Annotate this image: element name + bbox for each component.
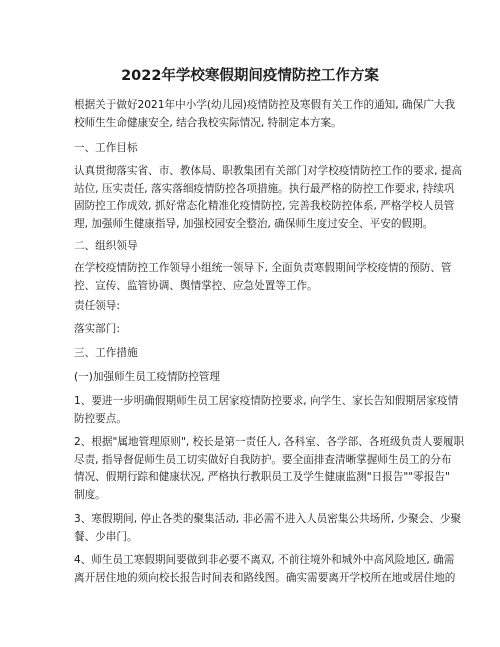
- section-heading-leadership: 二、组织领导: [74, 240, 138, 252]
- leadership-paragraph: [74, 260, 452, 295]
- text-line: 离开居住地的须向校长报告时间表和路线图。确实需要离开学校所在地或居住地的: [74, 571, 456, 584]
- measure-item-4: [74, 552, 456, 587]
- measure-item-1: [74, 393, 459, 428]
- page-title: 2022年学校寒假期间疫情防控工作方案: [121, 68, 379, 84]
- text-line: 3、寒假期间, 停止各类的聚集活动, 非必需不进入人员密集公共场所, 少聚会、少聚: [74, 513, 462, 525]
- text-line: 认真贯彻落实省、市、教体局、职教集团有关部门对学校疫情防控工作的要求, 提高: [74, 165, 463, 177]
- goals-paragraph: [74, 163, 463, 233]
- text-line: 在学校疫情防控工作领导小组统一领导下, 全面负责寒假期间学校疫情的预防、管: [74, 262, 452, 274]
- text-line: 4、师生员工寒假期间要做到非必要不离双, 不前往境外和城外中高风险地区, 确需: [74, 554, 455, 566]
- text-line: 餐、少串门。: [74, 530, 138, 543]
- text-line: 理, 加强师生健康指导, 加强校园安全整治, 确保师生度过安全、平安的假期。: [74, 217, 434, 230]
- responsible-dept-label: 落实部门:: [74, 323, 120, 335]
- text-line: 校师生生命健康安全, 结合我校实际情况, 特制定本方案。: [74, 116, 342, 129]
- text-line: 根据关于做好2021年中小学(幼儿园)疫情防控及寒假有关工作的通知, 确保广大我: [74, 99, 455, 111]
- intro-paragraph: [74, 97, 455, 132]
- text-line: 站位, 压实责任, 落实落细疫情防控各项措施。执行最严格的防控工作要求, 持续巩: [74, 182, 455, 195]
- section-heading-measures: 三、工作措施: [74, 347, 138, 359]
- text-line: 2、根据"属地管理原则", 校长是第一责任人, 各科室、各学部、各班级负责人要履职: [74, 436, 465, 448]
- text-line: 固防控工作成效, 抓好常态化精准化疫情防控, 完善我校防控体系, 严格学校人员管: [74, 200, 455, 212]
- text-line: 尽责, 指导督促师生员工切实做好自我防护。要全面排查清晰掌握师生员工的分布: [74, 453, 452, 466]
- measure-item-2: [74, 434, 465, 504]
- text-line: 控、宣传、监管协调、舆情掌控、应急处置等工作。: [74, 279, 318, 292]
- section-heading-goals: 一、工作目标: [74, 142, 138, 154]
- text-line: 1、要进一步明确假期师生员工居家疫情防控要求, 向学生、家长告知假期居家疫情: [74, 395, 459, 407]
- responsible-leader-label: 责任领导:: [74, 300, 120, 312]
- text-line: 情况、假期行踪和健康状况, 严格执行教职员工及学生健康监测"日报告""零报告": [74, 471, 450, 483]
- text-line: 防控要点。: [74, 412, 127, 425]
- text-line: 制度。: [74, 488, 106, 501]
- measure-item-3: [74, 511, 462, 546]
- subsection-heading: (一)加强师生员工疫情防控管理: [74, 371, 220, 383]
